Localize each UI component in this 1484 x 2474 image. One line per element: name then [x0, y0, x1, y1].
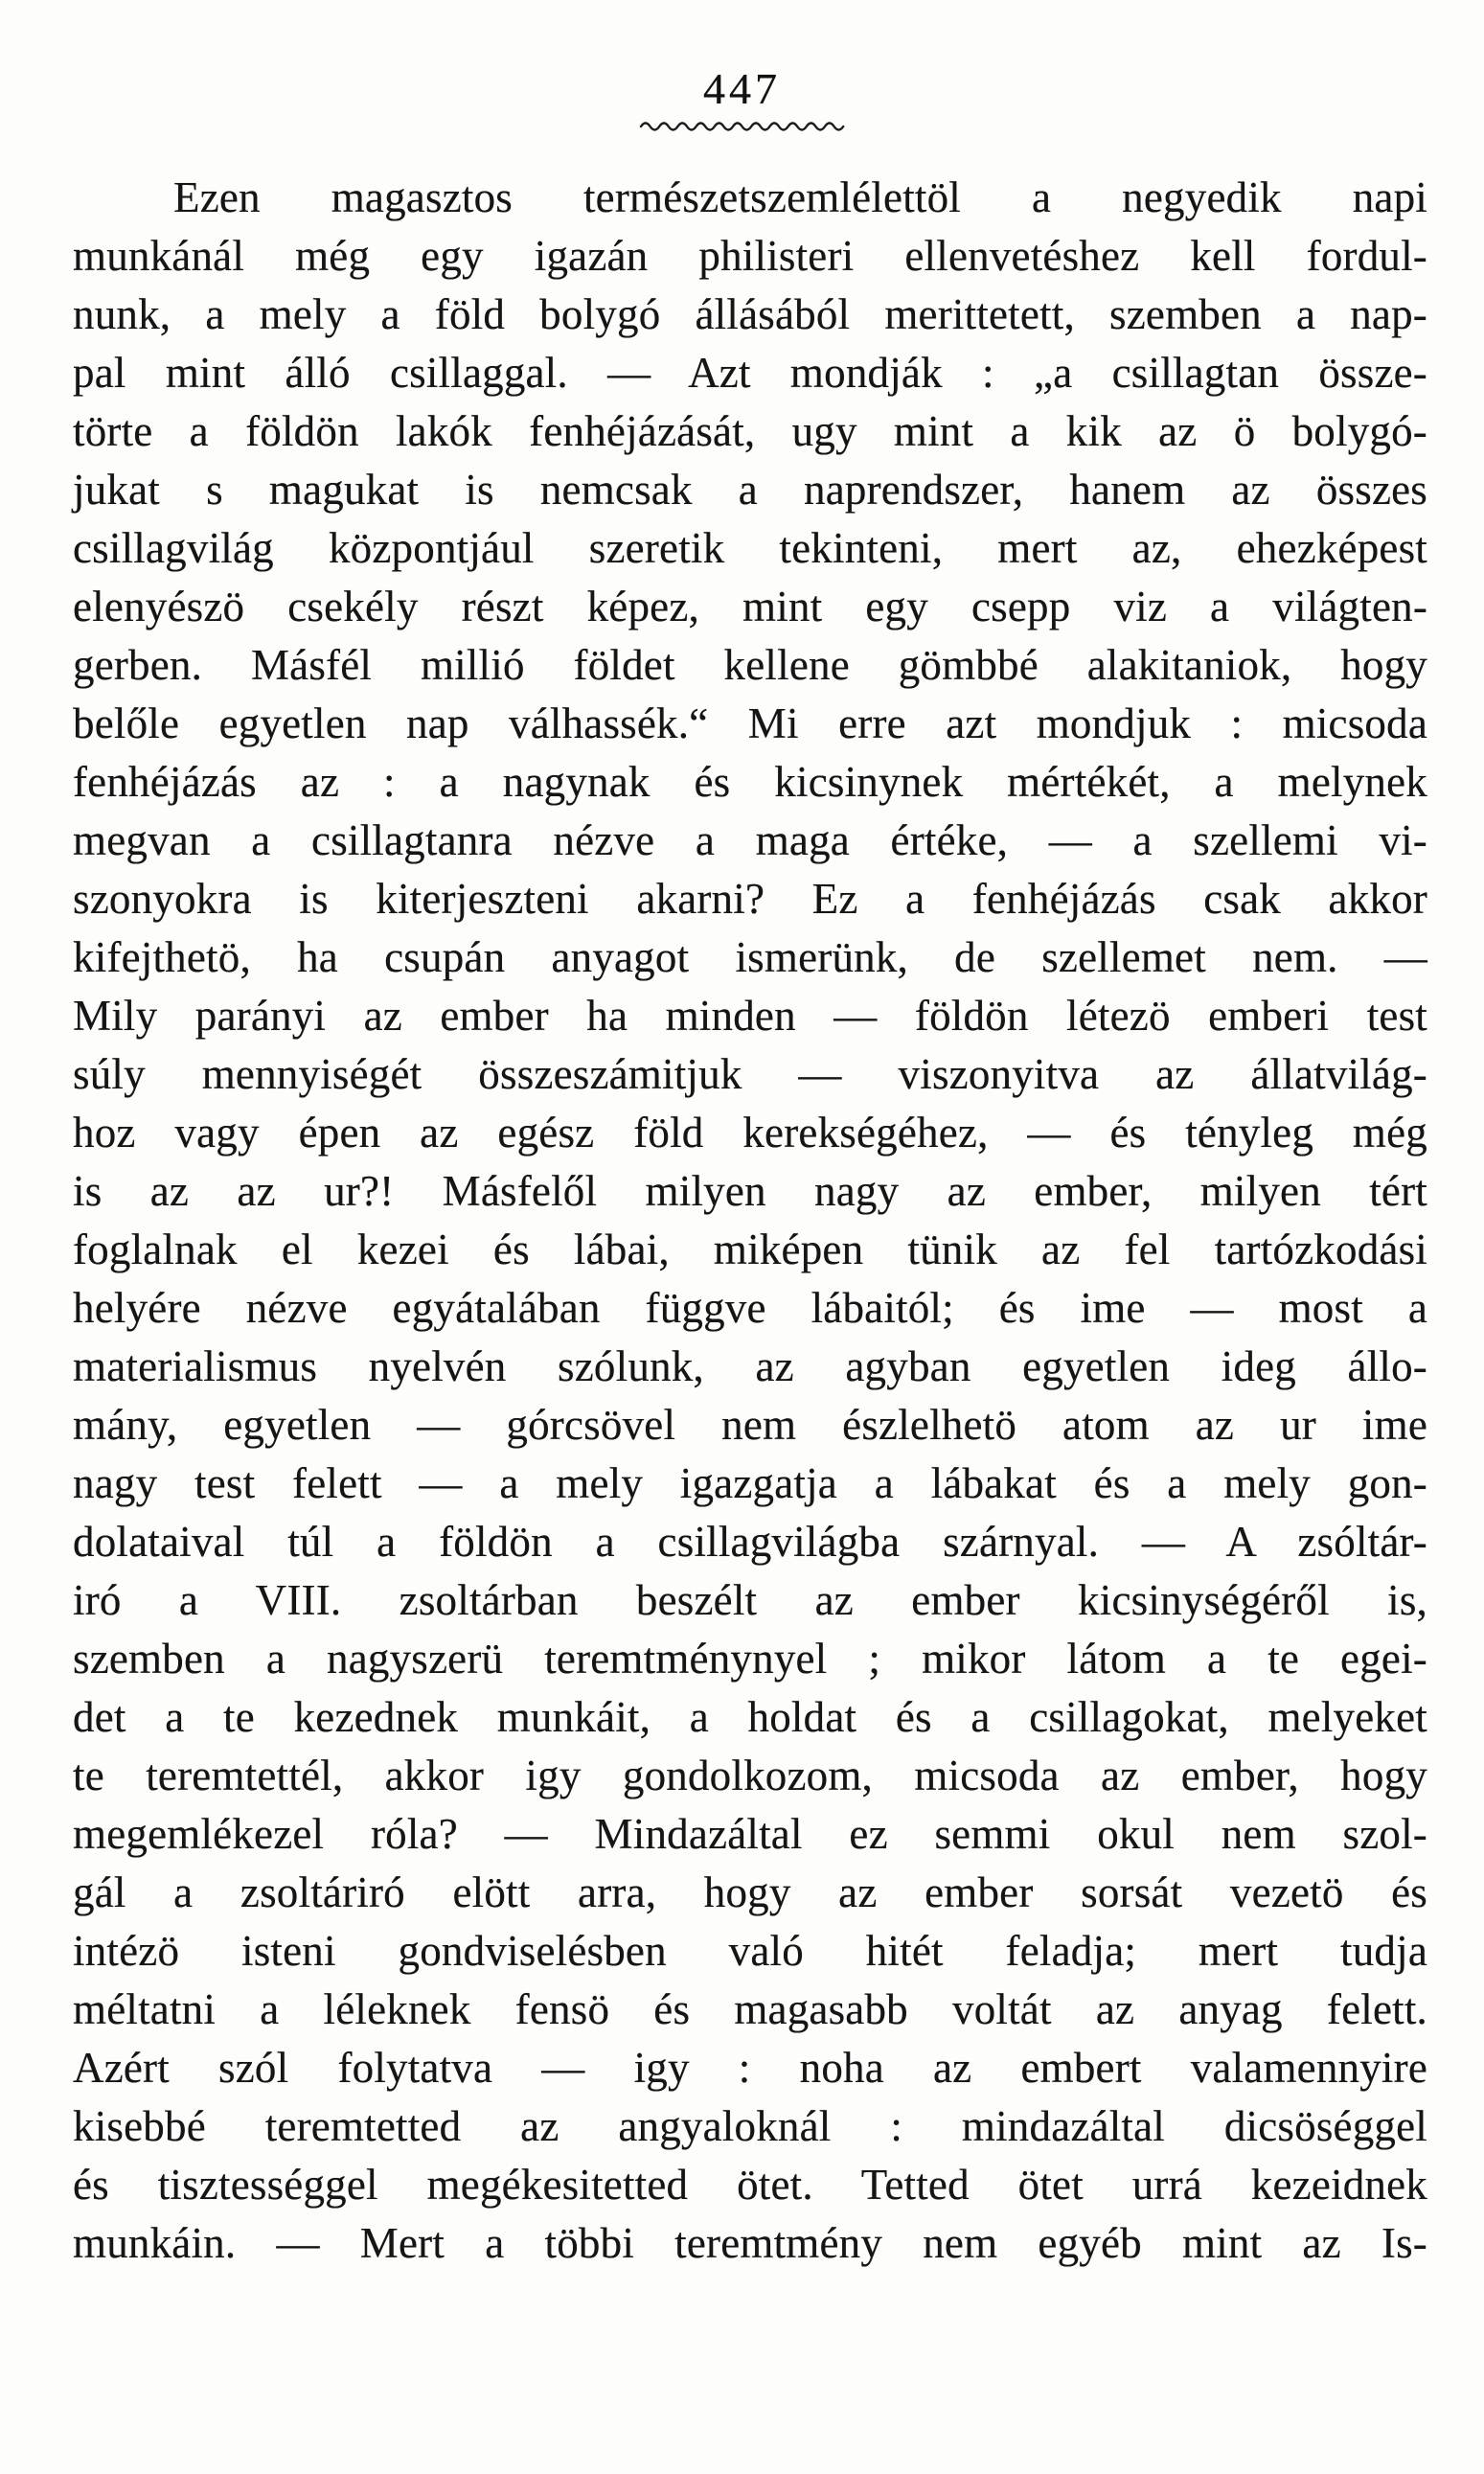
- text-line: Azért szól folytatva — igy : noha az embert valamennyire: [73, 2044, 1427, 2092]
- text-line: nunk, a mely a föld bolygó állásából merittetett, szemben a nap-: [73, 290, 1427, 338]
- text-line: mány, egyetlen — górcsövel nem észlelhetö atom az ur ime: [73, 1401, 1427, 1449]
- text-line: súly mennyiségét összeszámitjuk — viszonyitva az állatvilág-: [73, 1050, 1427, 1098]
- text-line: foglalnak el kezei és lábai, miképen tünik az fel tartózkodási: [73, 1226, 1427, 1273]
- text-line: jukat s magukat is nemcsak a naprendszer, hanem az összes: [73, 466, 1427, 514]
- wavy-divider-icon: [639, 119, 846, 132]
- text-line: hoz vagy épen az egész föld kerekségéhez, — és tényleg még: [73, 1109, 1427, 1157]
- text-line: megvan a csillagtanra nézve a maga értéke, — a szellemi vi-: [73, 816, 1427, 864]
- text-line: és tisztességgel megékesitetted ötet. Tetted ötet urrá kezeidnek: [73, 2161, 1427, 2209]
- text-line: belőle egyetlen nap válhassék.“ Mi erre azt mondjuk : micsoda: [73, 699, 1427, 747]
- text-line: materialismus nyelvén szólunk, az agyban egyetlen ideg állo-: [73, 1342, 1427, 1390]
- text-line: szonyokra is kiterjeszteni akarni? Ez a fenhéjázás csak akkor: [73, 875, 1427, 923]
- text-line: pal mint álló csillaggal. — Azt mondják : „a csillagtan össze-: [73, 349, 1427, 397]
- text-line: dolataival túl a földön a csillagvilágba szárnyal. — A zsóltár-: [73, 1518, 1427, 1566]
- text-line: intézö isteni gondviselésben való hitét feladja; mert tudja: [73, 1927, 1427, 1975]
- text-line: munkáin. — Mert a többi teremtmény nem egyéb mint az Is-: [73, 2219, 1427, 2267]
- text-line: Mily parányi az ember ha minden — földön létezö emberi test: [73, 992, 1427, 1040]
- text-line: helyére nézve egyátalában függve lábaitól; és ime — most a: [73, 1284, 1427, 1332]
- page-header: [0, 0, 1484, 132]
- text-line: kifejthetö, ha csupán anyagot ismerünk, de szellemet nem. —: [73, 933, 1427, 981]
- text-line: megemlékezel róla? — Mindazáltal ez semmi okul nem szol-: [73, 1810, 1427, 1858]
- text-line: elenyészö csekély részt képez, mint egy csepp viz a világten-: [73, 583, 1427, 630]
- text-line: is az az ur?! Másfelől milyen nagy az ember, milyen tért: [73, 1167, 1427, 1215]
- text-line: méltatni a léleknek fensö és magasabb voltát az anyag felett.: [73, 1985, 1427, 2033]
- text-line: gerben. Másfél millió földet kellene gömbbé alakitaniok, hogy: [73, 641, 1427, 689]
- text-line: csillagvilág központjául szeretik tekinteni, mert az, ehezképest: [73, 524, 1427, 572]
- text-line: szemben a nagyszerü teremtménynyel ; mikor látom a te egei-: [73, 1635, 1427, 1683]
- text-line: kisebbé teremtetted az angyaloknál : mindazáltal dicsöséggel: [73, 2102, 1427, 2150]
- text-line: Ezen magasztos természetszemlélettöl a negyedik napi: [173, 173, 1427, 221]
- text-line: munkánál még egy igazán philisteri ellenvetéshez kell fordul-: [73, 232, 1427, 280]
- page-number: 447: [703, 64, 781, 113]
- text-line: te teremtettél, akkor igy gondolkozom, micsoda az ember, hogy: [73, 1752, 1427, 1799]
- body-text: [0, 169, 1484, 2273]
- text-line: törte a földön lakók fenhéjázását, ugy mint a kik az ö bolygó-: [73, 407, 1427, 455]
- text-line: iró a VIII. zsoltárban beszélt az ember kicsinységéről is,: [73, 1576, 1427, 1624]
- text-line: fenhéjázás az : a nagynak és kicsinynek mértékét, a melynek: [73, 758, 1427, 806]
- text-line: gál a zsoltáriró elött arra, hogy az ember sorsát vezetö és: [73, 1868, 1427, 1916]
- text-line: det a te kezednek munkáit, a holdat és a csillagokat, melyeket: [73, 1693, 1427, 1741]
- text-line: nagy test felett — a mely igazgatja a lábakat és a mely gon-: [73, 1459, 1427, 1507]
